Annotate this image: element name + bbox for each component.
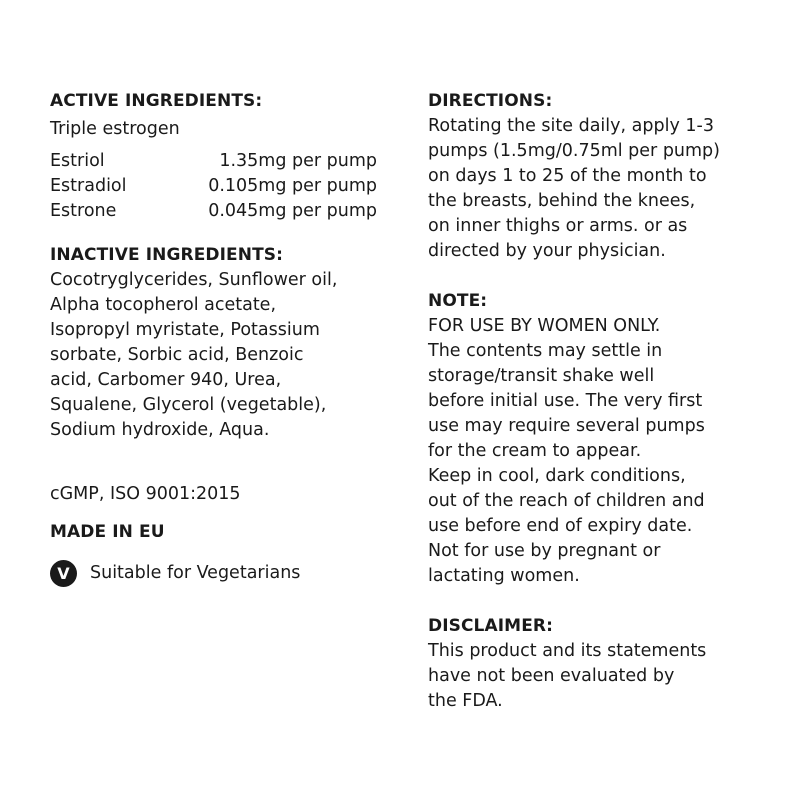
- disclaimer-line: the FDA.: [428, 691, 503, 711]
- note-line: use before end of expiry date.: [428, 516, 693, 536]
- inactive-ingredients-line: Alpha tocopherol acetate,: [50, 295, 277, 315]
- disclaimer-line: have not been evaluated by: [428, 666, 675, 686]
- ingredient-name: Estrone: [50, 201, 117, 221]
- note-line: Keep in cool, dark conditions,: [428, 466, 686, 486]
- directions-line: on inner thighs or arms. or as: [428, 216, 688, 236]
- note-line: FOR USE BY WOMEN ONLY.: [428, 316, 661, 336]
- inactive-ingredients-line: Squalene, Glycerol (vegetable),: [50, 395, 327, 415]
- disclaimer-heading: DISCLAIMER:: [428, 616, 553, 636]
- active-ingredients-subtitle: Triple estrogen: [50, 119, 180, 139]
- inactive-ingredients-line: Isopropyl myristate, Potassium: [50, 320, 320, 340]
- active-ingredients-section: [50, 89, 395, 224]
- vegetarian-icon: V: [50, 560, 77, 587]
- ingredient-row: [50, 174, 377, 199]
- active-ingredients-table: [50, 149, 377, 224]
- made-in-label: MADE IN EU: [50, 522, 165, 542]
- note-line: before initial use. The very first: [428, 391, 703, 411]
- note-section: [428, 289, 773, 589]
- vegetarian-badge: [50, 560, 395, 587]
- right-column: [428, 89, 773, 714]
- left-column: [50, 89, 395, 587]
- note-heading: NOTE:: [428, 291, 488, 311]
- note-line: Not for use by pregnant or: [428, 541, 661, 561]
- directions-heading: DIRECTIONS:: [428, 91, 553, 111]
- note-line: out of the reach of children and: [428, 491, 705, 511]
- ingredient-name: Estriol: [50, 151, 105, 171]
- ingredient-dose: 0.045mg per pump: [208, 201, 377, 221]
- certification-text: cGMP, ISO 9001:2015: [50, 484, 241, 504]
- inactive-ingredients-line: Cocotryglycerides, Sunflower oil,: [50, 270, 338, 290]
- inactive-ingredients-heading: INACTIVE INGREDIENTS:: [50, 245, 284, 265]
- inactive-ingredients-section: [50, 243, 395, 443]
- note-line: The contents may settle in: [428, 341, 663, 361]
- ingredient-row: [50, 199, 377, 224]
- ingredient-name: Estradiol: [50, 176, 127, 196]
- directions-line: pumps (1.5mg/0.75ml per pump): [428, 141, 720, 161]
- ingredient-dose: 1.35mg per pump: [219, 151, 377, 171]
- disclaimer-line: This product and its statements: [428, 641, 707, 661]
- inactive-ingredients-line: sorbate, Sorbic acid, Benzoic: [50, 345, 304, 365]
- directions-line: on days 1 to 25 of the month to: [428, 166, 707, 186]
- directions-section: [428, 89, 773, 264]
- note-line: for the cream to appear.: [428, 441, 642, 461]
- inactive-ingredients-line: Sodium hydroxide, Aqua.: [50, 420, 270, 440]
- note-line: storage/transit shake well: [428, 366, 655, 386]
- active-ingredients-heading: ACTIVE INGREDIENTS:: [50, 91, 263, 111]
- disclaimer-section: [428, 614, 773, 714]
- note-line: lactating women.: [428, 566, 580, 586]
- directions-line: directed by your physician.: [428, 241, 666, 261]
- note-line: use may require several pumps: [428, 416, 705, 436]
- ingredient-row: [50, 149, 377, 174]
- inactive-ingredients-line: acid, Carbomer 940, Urea,: [50, 370, 282, 390]
- directions-line: Rotating the site daily, apply 1-3: [428, 116, 714, 136]
- ingredient-dose: 0.105mg per pump: [208, 176, 377, 196]
- directions-line: the breasts, behind the knees,: [428, 191, 696, 211]
- vegetarian-label: Suitable for Vegetarians: [90, 563, 301, 583]
